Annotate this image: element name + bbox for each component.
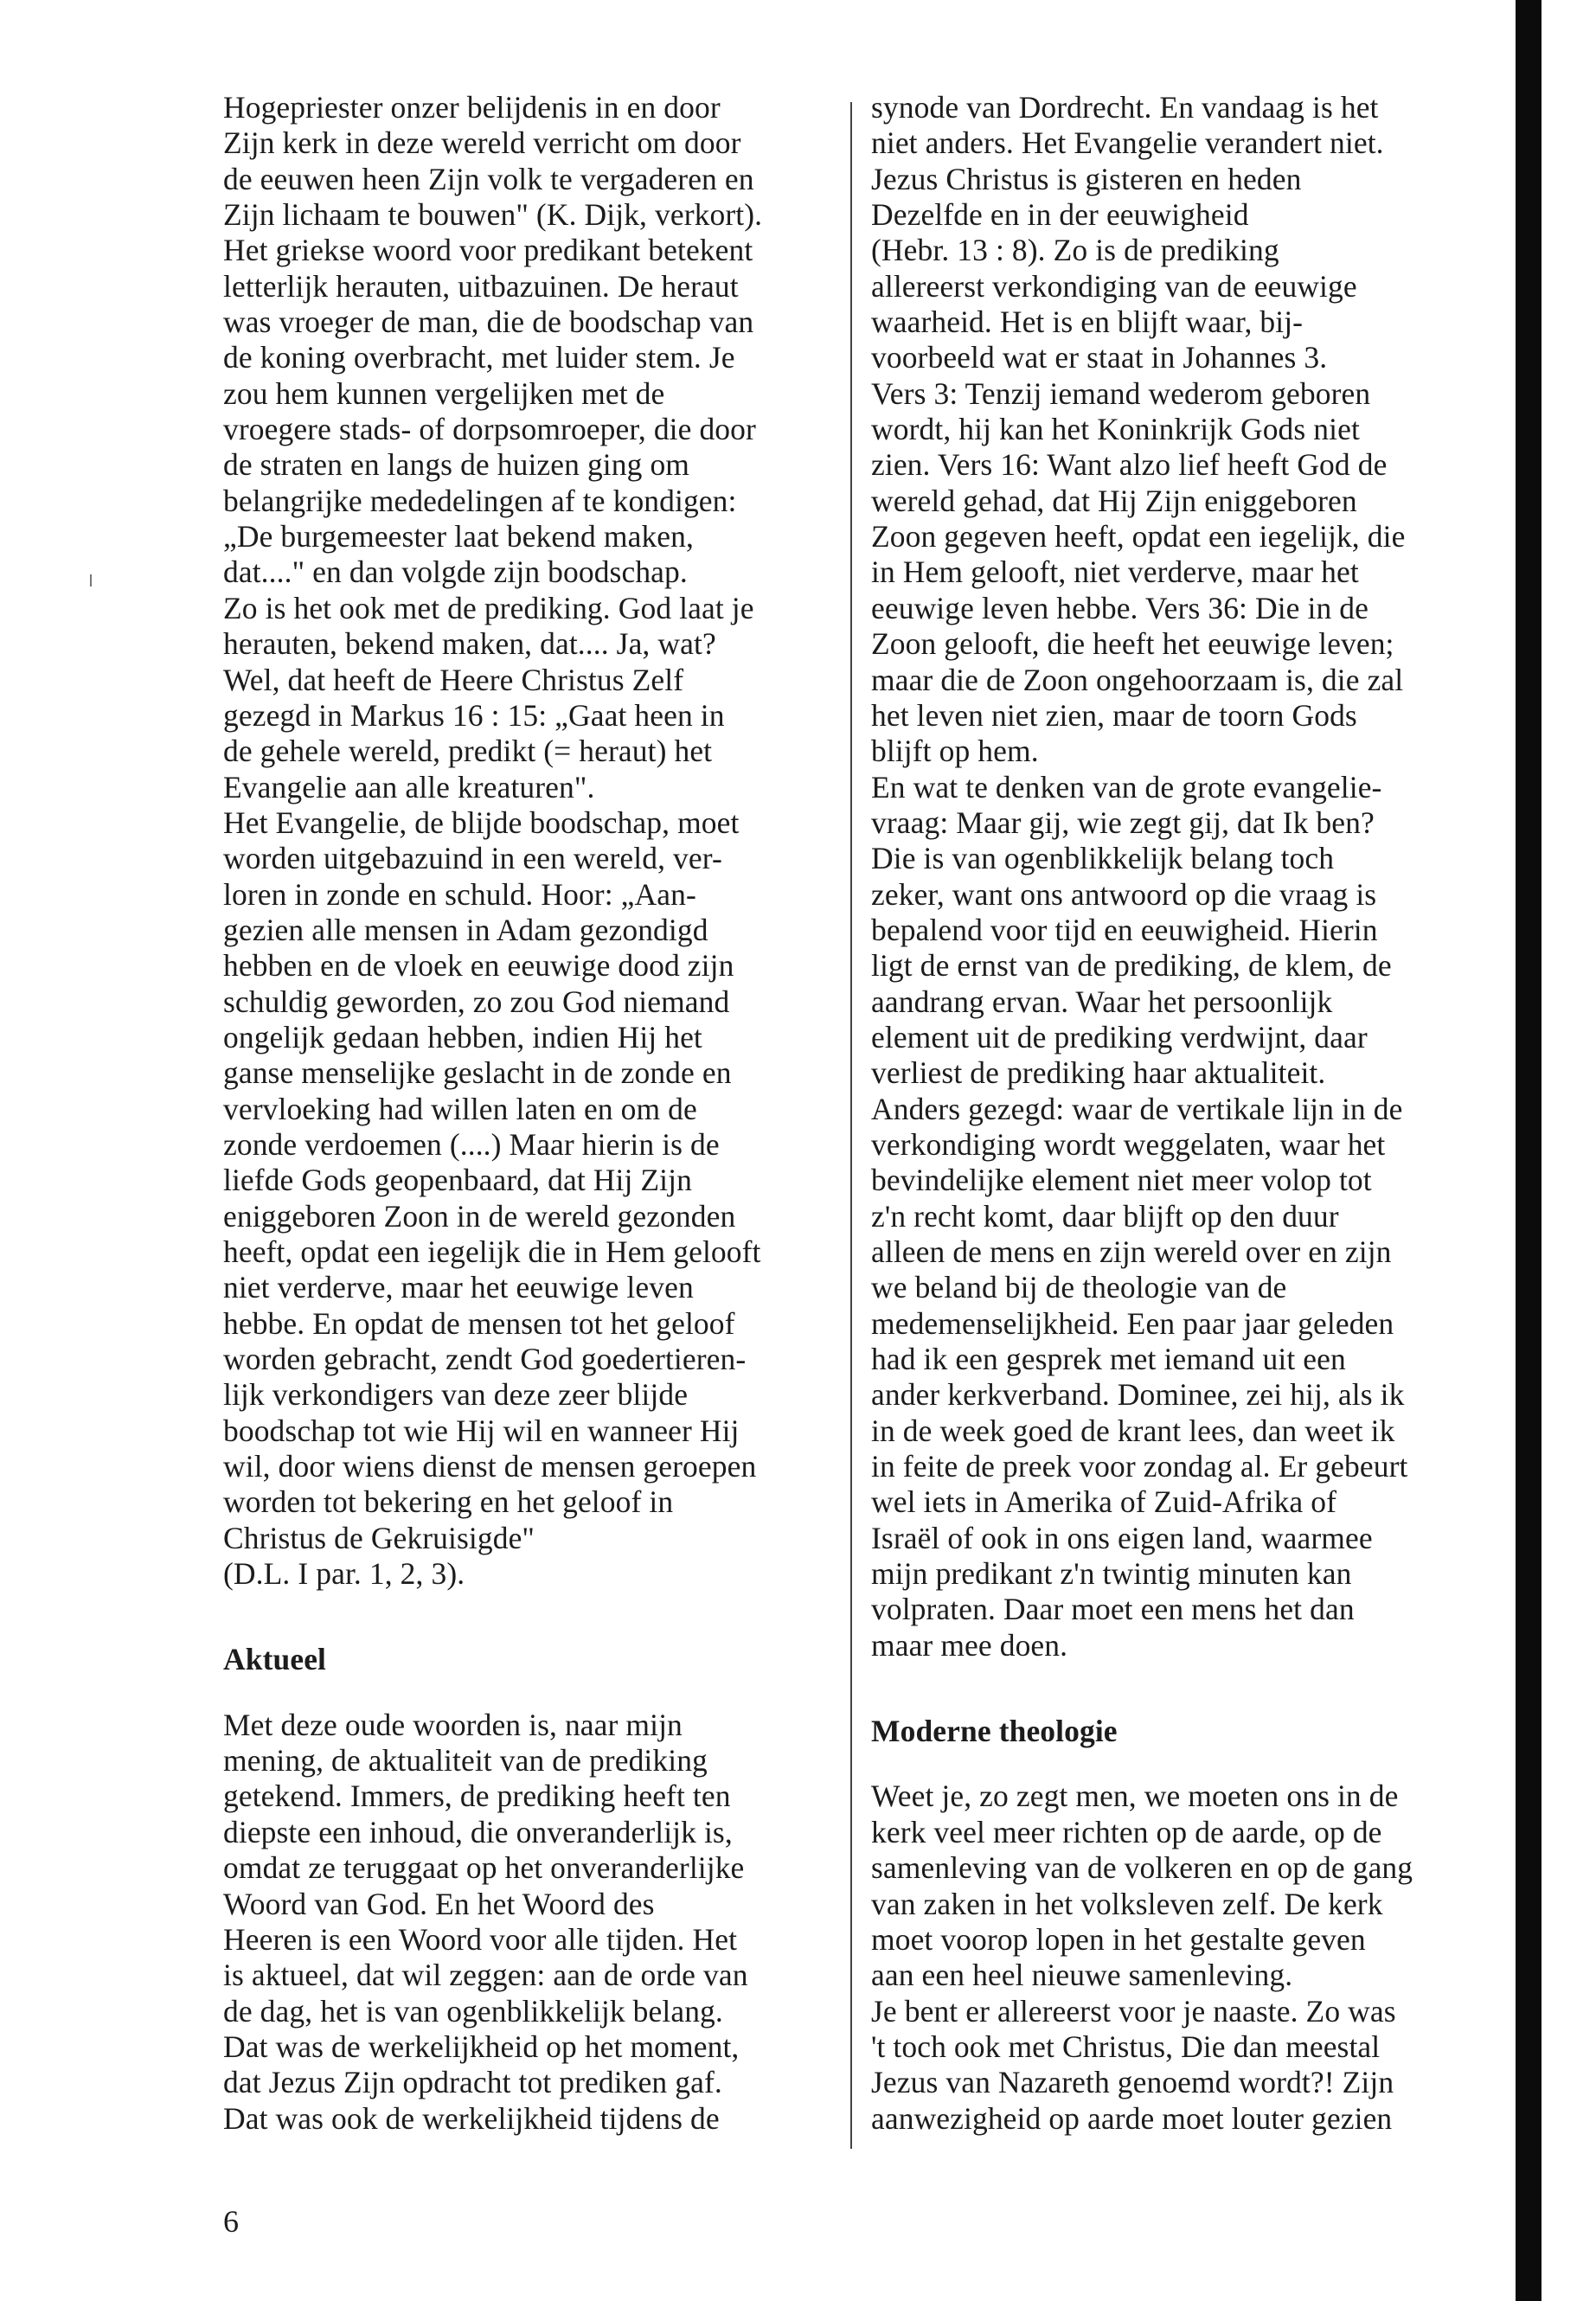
text-line: van zaken in het volksleven zelf. De kerk xyxy=(871,1886,1383,1921)
text-line: liefde Gods geopenbaard, dat Hij Zijn xyxy=(223,1163,692,1198)
text-line: ganse menselijke geslacht in de zonde en xyxy=(223,1055,732,1091)
text-line: zou hem kunnen vergelijken met de xyxy=(223,375,665,411)
text-line: boodschap tot wie Hij wil en wanneer Hij xyxy=(223,1413,740,1448)
text-line: volpraten. Daar moet een mens het dan xyxy=(871,1592,1355,1627)
text-line: kerk veel meer richten op de aarde, op de xyxy=(871,1814,1382,1849)
right-column xyxy=(871,90,1477,2137)
text-line: niet anders. Het Evangelie verandert niet. xyxy=(871,125,1384,161)
text-line: diepste een inhoud, die onveranderlijk is, xyxy=(223,1814,733,1849)
text-line: mijn predikant z'n twintig minuten kan xyxy=(871,1556,1352,1592)
text-line: worden uitgebazuind in een wereld, ver- xyxy=(223,841,722,876)
left-column-body-after-heading xyxy=(223,1708,846,2137)
text-line: niet verderve, maar het eeuwige leven xyxy=(223,1270,694,1305)
text-line: gezien alle mensen in Adam gezondigd xyxy=(223,912,708,947)
text-line: maar die de Zoon ongehoorzaam is, die zal xyxy=(871,662,1404,697)
text-line: het leven niet zien, maar de toorn Gods xyxy=(871,697,1357,733)
text-line: aanwezigheid op aarde moet louter gezien xyxy=(871,2100,1393,2136)
text-line: Anders gezegd: waar de vertikale lijn in de xyxy=(871,1091,1403,1126)
text-line: Zo is het ook met de prediking. God laat je xyxy=(223,590,754,625)
text-line: gezegd in Markus 16 : 15: „Gaat heen in xyxy=(223,697,725,733)
text-line: aandrang ervan. Waar het persoonlijk xyxy=(871,984,1333,1019)
text-line: Jezus Christus is gisteren en heden xyxy=(871,161,1302,196)
text-line: ligt de ernst van de prediking, de klem, de xyxy=(871,948,1392,984)
section-heading-aktueel: Aktueel xyxy=(223,1642,327,1677)
text-line: Dat was de werkelijkheid op het moment, xyxy=(223,2029,740,2064)
text-line: wil, door wiens dienst de mensen geroepen xyxy=(223,1449,757,1484)
text-line: heeft, opdat een iegelijk die in Hem gelooft xyxy=(223,1234,761,1269)
text-line: was vroeger de man, die de boodschap van xyxy=(223,304,754,340)
text-line: z'n recht komt, daar blijft op den duur xyxy=(871,1198,1339,1234)
text-line: loren in zonde en schuld. Hoor: „Aan- xyxy=(223,876,696,912)
text-line: waarheid. Het is en blijft waar, bij- xyxy=(871,304,1304,340)
text-line: element uit de prediking verdwijnt, daar xyxy=(871,1019,1368,1054)
text-line: de gehele wereld, predikt (= heraut) het xyxy=(223,734,713,769)
text-line: aan een heel nieuwe samenleving. xyxy=(871,1958,1293,1993)
page-number: 6 xyxy=(223,2204,239,2239)
text-line: we beland bij de theologie van de xyxy=(871,1270,1287,1305)
text-line: bepalend voor tijd en eeuwigheid. Hierin xyxy=(871,912,1378,947)
text-line: samenleving van de volkeren en op de gang xyxy=(871,1850,1413,1886)
text-line: lijk verkondigers van deze zeer blijde xyxy=(223,1377,689,1413)
text-line: synode van Dordrecht. En vandaag is het xyxy=(871,90,1379,125)
text-line: belangrijke mededelingen af te kondigen: xyxy=(223,483,737,518)
text-line: de eeuwen heen Zijn volk te vergaderen en xyxy=(223,161,754,196)
right-column-body xyxy=(871,90,1477,1663)
text-line: En wat te denken van de grote evangelie- xyxy=(871,769,1382,804)
text-line: Christus de Gekruisigde" xyxy=(223,1520,535,1555)
text-line: vroegere stads- of dorpsomroeper, die door xyxy=(223,412,756,447)
text-line: bevindelijke element niet meer volop tot xyxy=(871,1163,1372,1198)
text-line: verkondiging wordt weggelaten, waar het xyxy=(871,1126,1386,1162)
text-line: had ik een gesprek met iemand uit een xyxy=(871,1342,1346,1377)
text-line: Israël of ook in ons eigen land, waarmee xyxy=(871,1520,1373,1555)
text-line: in de week goed de krant lees, dan weet ik xyxy=(871,1413,1395,1448)
text-line: letterlijk herauten, uitbazuinen. De heraut xyxy=(223,268,739,304)
text-line: Zoon gegeven heeft, opdat een iegelijk, die xyxy=(871,519,1406,554)
text-line: allereerst verkondiging van de eeuwige xyxy=(871,268,1357,304)
text-line: (Hebr. 13 : 8). Zo is de prediking xyxy=(871,233,1279,268)
text-line: eniggeboren Zoon in de wereld gezonden xyxy=(223,1198,736,1234)
scan-edge-bar xyxy=(1516,0,1542,2301)
text-line: eeuwige leven hebbe. Vers 36: Die in de xyxy=(871,590,1369,625)
right-column-body-after-heading xyxy=(871,1779,1477,2136)
text-line: Je bent er allereerst voor je naaste. Zo was xyxy=(871,1993,1396,2029)
text-line: alleen de mens en zijn wereld over en zijn xyxy=(871,1234,1392,1269)
text-line: Jezus van Nazareth genoemd wordt?! Zijn xyxy=(871,2065,1394,2100)
text-line: wel iets in Amerika of Zuid-Afrika of xyxy=(871,1484,1337,1520)
text-line: Heeren is een Woord voor alle tijden. Het xyxy=(223,1921,738,1957)
text-line: „De burgemeester laat bekend maken, xyxy=(223,519,694,554)
text-line: Dezelfde en in der eeuwigheid xyxy=(871,197,1249,233)
text-line: moet voorop lopen in het gestalte geven xyxy=(871,1921,1366,1957)
text-line: Dat was ook de werkelijkheid tijdens de xyxy=(223,2100,720,2136)
text-line: verliest de prediking haar aktualiteit. xyxy=(871,1055,1326,1091)
text-line: in feite de preek voor zondag al. Er gebeurt xyxy=(871,1449,1408,1484)
text-line: getekend. Immers, de prediking heeft ten xyxy=(223,1779,731,1814)
text-line: 't toch ook met Christus, Die dan meestal xyxy=(871,2029,1381,2064)
text-line: zien. Vers 16: Want alzo lief heeft God de xyxy=(871,447,1388,483)
text-line: wereld gehad, dat Hij Zijn eniggeboren xyxy=(871,483,1357,518)
text-line: hebben en de vloek en eeuwige dood zijn xyxy=(223,948,734,984)
text-line: schuldig geworden, zo zou God niemand xyxy=(223,984,730,1019)
text-line: voorbeeld wat er staat in Johannes 3. xyxy=(871,340,1328,375)
text-line: Zijn kerk in deze wereld verricht om door xyxy=(223,125,741,161)
text-line: hebbe. En opdat de mensen tot het geloof xyxy=(223,1305,735,1341)
text-line: Vers 3: Tenzij iemand wederom geboren xyxy=(871,375,1371,411)
left-column xyxy=(223,90,846,2137)
text-line: de dag, het is van ogenblikkelijk belang. xyxy=(223,1993,723,2029)
text-line: Het griekse woord voor predikant betekent xyxy=(223,233,753,268)
text-line: herauten, bekend maken, dat.... Ja, wat? xyxy=(223,626,716,662)
text-line: mening, de aktualiteit van de prediking xyxy=(223,1743,708,1779)
text-line: worden tot bekering en het geloof in xyxy=(223,1484,674,1520)
text-line: de koning overbracht, met luider stem. Je xyxy=(223,340,735,375)
text-line: medemenselijkheid. Een paar jaar geleden xyxy=(871,1305,1394,1341)
text-line: ander kerkverband. Dominee, zei hij, als ik xyxy=(871,1377,1405,1413)
section-heading-moderne-theologie: Moderne theologie xyxy=(871,1714,1118,1749)
text-line: vervloeking had willen laten en om de xyxy=(223,1091,697,1126)
text-line: omdat ze teruggaat op het onveranderlijke xyxy=(223,1850,745,1886)
text-line: blijft op hem. xyxy=(871,734,1039,769)
text-line: Het Evangelie, de blijde boodschap, moet xyxy=(223,804,740,840)
text-line: vraag: Maar gij, wie zegt gij, dat Ik ben? xyxy=(871,804,1375,840)
text-line: in Hem gelooft, niet verderve, maar het xyxy=(871,554,1359,590)
text-line: Die is van ogenblikkelijk belang toch xyxy=(871,841,1335,876)
column-divider xyxy=(850,102,852,2149)
text-line: worden gebracht, zendt God goedertieren- xyxy=(223,1342,747,1377)
left-column-body xyxy=(223,90,846,1592)
text-line: dat...." en dan volgde zijn boodschap. xyxy=(223,554,688,590)
text-line: Evangelie aan alle kreaturen". xyxy=(223,769,595,804)
text-line: (D.L. I par. 1, 2, 3). xyxy=(223,1556,465,1592)
text-line: Woord van God. En het Woord des xyxy=(223,1886,655,1921)
text-line: Hogepriester onzer belijdenis in en door xyxy=(223,90,721,125)
text-line: Zijn lichaam te bouwen" (K. Dijk, verkort). xyxy=(223,197,763,233)
text-line: Weet je, zo zegt men, we moeten ons in de xyxy=(871,1779,1399,1814)
text-line: zeker, want ons antwoord op die vraag is xyxy=(871,876,1377,912)
text-line: is aktueel, dat wil zeggen: aan de orde van xyxy=(223,1958,748,1993)
text-line: maar mee doen. xyxy=(871,1627,1068,1663)
text-line: Zoon gelooft, die heeft het eeuwige leven; xyxy=(871,626,1394,662)
text-line: Met deze oude woorden is, naar mijn xyxy=(223,1707,683,1742)
text-line: dat Jezus Zijn opdracht tot prediken gaf. xyxy=(223,2065,722,2100)
text-line: ongelijk gedaan hebben, indien Hij het xyxy=(223,1019,702,1054)
text-line: zonde verdoemen (....) Maar hierin is de xyxy=(223,1126,720,1162)
scan-artifact-mark xyxy=(90,574,92,586)
text-line: Wel, dat heeft de Heere Christus Zelf xyxy=(223,662,684,697)
text-line: wordt, hij kan het Koninkrijk Gods niet xyxy=(871,412,1360,447)
text-line: de straten en langs de huizen ging om xyxy=(223,447,690,483)
